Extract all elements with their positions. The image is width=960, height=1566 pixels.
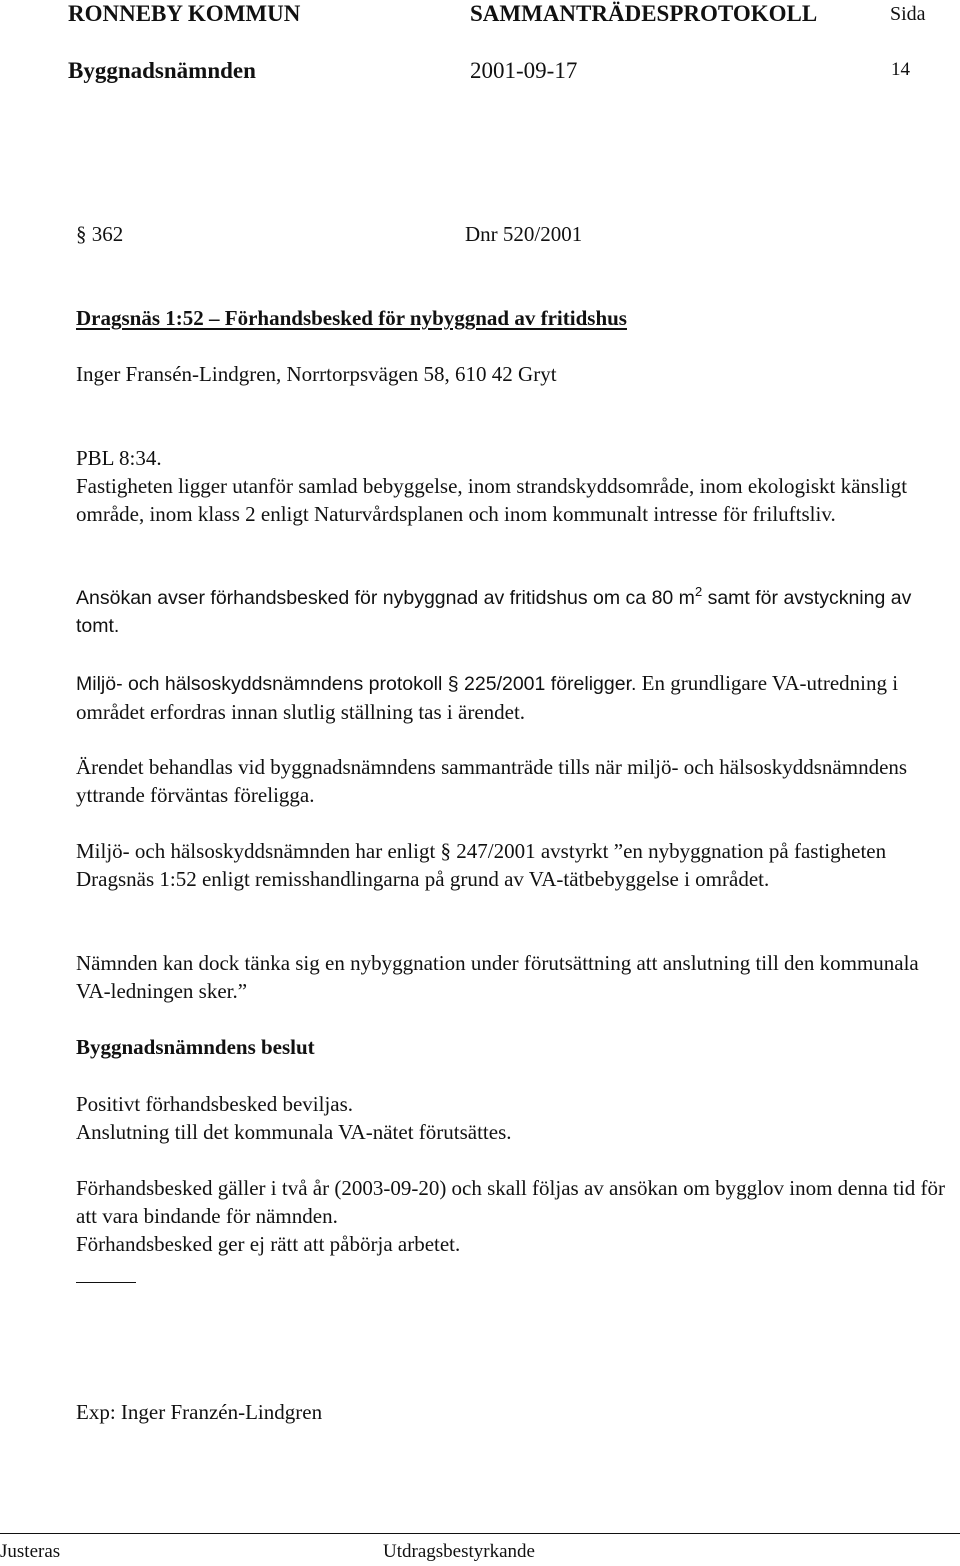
decision-block — [76, 1090, 956, 1146]
decision-line-1: Positivt förhandsbesked beviljas. — [76, 1092, 354, 1116]
paragraph-property: Fastigheten ligger utanför samlad bebyggelse, inom strandskyddsområde, inom ekologiskt känsligt område, inom klass 2 enligt Naturvårdsplanen och inom kommunalt intresse för friluftsliv. — [76, 474, 908, 526]
footer-certification-label: Utdragsbestyrkande — [383, 1541, 535, 1562]
paragraph-protocol — [76, 669, 956, 726]
page-label: Sida — [890, 3, 926, 25]
document-type: SAMMANTRÄDESPROTOKOLL — [470, 1, 818, 26]
registration-number: Dnr 520/2001 — [465, 222, 583, 246]
area-unit-superscript: 2 — [694, 584, 703, 599]
decision-end-rule — [76, 1282, 136, 1283]
decision-validity: Förhandsbesked gäller i två år (2003-09-20) och skall följas av ansökan om bygglov inom denna tid för att vara bindande för nämnden. — [76, 1176, 945, 1228]
footer-initials-label: Justeras — [0, 1541, 61, 1562]
application-text: Ansökan avser förhandsbesked för nybyggnad av fritidshus om ca 80 m — [76, 587, 695, 609]
decision-heading: Byggnadsnämndens beslut — [76, 1035, 315, 1059]
pbl-reference: PBL 8:34. — [76, 446, 162, 470]
paragraph-application — [76, 584, 956, 640]
decision-validity-block — [76, 1174, 956, 1258]
application-text-end: samt för avstyckning av tomt. — [76, 587, 912, 637]
paragraph-statement: Miljö- och hälsoskyddsnämnden har enligt § 247/2001 avstyrkt ”en nybyggnation på fastigheten Dragsnäs 1:52 enligt remisshandlingarna på grund av VA-tätbebyggelse i området. — [76, 839, 887, 891]
applicant: Inger Fransén-Lindgren, Norrtorpsvägen 58, 610 42 Gryt — [76, 362, 557, 386]
pbl-reference-block — [76, 444, 956, 528]
protocol-reference: Miljö- och hälsoskyddsnämndens protokoll § 225/2001 föreligger. — [76, 673, 637, 695]
decision-line-3: Förhandsbesked ger ej rätt att påbörja arbetet. — [76, 1232, 461, 1256]
expedition: Exp: Inger Franzén-Lindgren — [76, 1400, 323, 1424]
decision-line-2: Anslutning till det kommunala VA-nätet förutsättes. — [76, 1120, 512, 1144]
footer-rule — [0, 1533, 960, 1534]
case-title: Dragsnäs 1:52 – Förhandsbesked för nybyggnad av fritidshus — [76, 306, 627, 330]
committee-name: Byggnadsnämnden — [68, 58, 256, 83]
paragraph-handling: Ärendet behandlas vid byggnadsnämndens sammanträde tills när miljö- och hälsoskyddsnämndens yttrande förväntas föreligga. — [76, 755, 908, 807]
page-number: 14 — [891, 59, 910, 80]
municipality-name: RONNEBY KOMMUN — [68, 1, 301, 26]
paragraph-connection: Nämnden kan dock tänka sig en nybyggnation under förutsättning att anslutning till den kommunala VA-ledningen sker.” — [76, 951, 919, 1003]
meeting-date: 2001-09-17 — [470, 58, 578, 83]
protocol-text: En grundligare VA-utredning i området erfordras innan slutlig ställning tas i ärendet. — [76, 671, 899, 724]
paragraph-number: § 362 — [76, 222, 124, 246]
